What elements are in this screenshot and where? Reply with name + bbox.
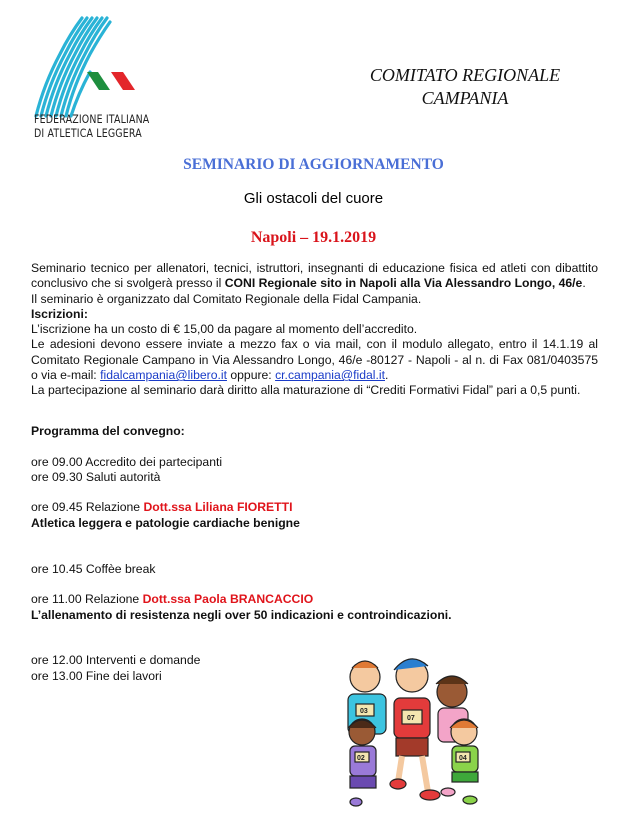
talk-topic: Atletica leggera e patologie cardiache benigne xyxy=(31,515,300,530)
event-date: Napoli – 19.1.2019 xyxy=(250,229,377,246)
email-link-libero[interactable]: fidalcampania@libero.it xyxy=(100,368,227,383)
org-line-2: CAMPANIA xyxy=(421,88,509,108)
logo-text xyxy=(34,112,149,140)
running-children-illustration xyxy=(330,632,500,817)
bib-number: 07 xyxy=(407,715,415,722)
talk-topic: L’allenamento di resistenza negli over 50 indicazioni e controindicazioni. xyxy=(31,607,452,622)
organizer-paragraph: Il seminario è organizzato dal Comitato Regionale della Fidal Campania. xyxy=(31,291,422,306)
program-item: ore 10.45 Coffèe break xyxy=(31,561,156,576)
submission-end: . xyxy=(385,368,389,383)
program-heading: Programma del convegno: xyxy=(31,424,185,438)
intro-end: . xyxy=(582,276,586,291)
program-time: ore 09.45 Relazione xyxy=(31,500,144,515)
submission-text: Le adesioni devono essere inviate a mezzo fax o via mail, con il modulo allegato, entro il 14.1.19 al Comitato Regionale Campano in Via Alessandro Longo, 46/e -80127 - Napoli - al n. di Fax 081/0403575 o via e-mail: xyxy=(31,337,598,383)
logo-line-1: FEDERAZIONE ITALIANA xyxy=(34,112,150,126)
org-line-1: COMITATO REGIONALE xyxy=(369,65,561,85)
seminar-subtitle: Gli ostacoli del cuore xyxy=(243,190,384,207)
fee-paragraph: L’iscrizione ha un costo di € 15,00 da pagare al momento dell’accredito. xyxy=(31,322,418,337)
program-item: ore 09.30 Saluti autorità xyxy=(31,469,161,484)
credits-paragraph: La partecipazione al seminario darà diritto alla maturazione di “Crediti Formativi Fidal” pari a 0,5 punti. xyxy=(31,383,581,398)
program-section xyxy=(31,424,591,684)
submission-or: oppure: xyxy=(226,368,276,383)
logo-line-2: DI ATLETICA LEGGERA xyxy=(34,126,142,140)
program-item: ore 12.00 Interventi e domande xyxy=(31,653,201,668)
program-time: ore 11.00 Relazione xyxy=(31,592,143,607)
program-item: ore 13.00 Fine dei lavori xyxy=(31,668,162,683)
intro-text: Seminario tecnico per allenatori, tecnici, istruttori, insegnanti di educazione fisica ed atleti con dibattito conclusivo che si svolgerà presso il xyxy=(31,261,598,291)
seminar-title: SEMINARIO DI AGGIORNAMENTO xyxy=(183,156,444,173)
submission-paragraph xyxy=(31,337,598,383)
intro-paragraph xyxy=(31,261,598,292)
bib-number: 03 xyxy=(360,708,368,715)
speaker-name: Dott.ssa Paola BRANCACCIO xyxy=(142,592,314,607)
intro-section xyxy=(31,261,598,399)
program-item xyxy=(31,592,591,607)
speaker-name: Dott.ssa Liliana FIORETTI xyxy=(143,500,293,515)
registration-heading: Iscrizioni: xyxy=(31,306,88,321)
bib-number: 02 xyxy=(357,755,365,762)
bib-number: 04 xyxy=(459,755,467,762)
program-item xyxy=(31,500,591,515)
program-item: ore 09.00 Accredito dei partecipanti xyxy=(31,454,223,469)
email-link-fidal[interactable]: cr.campania@fidal.it xyxy=(275,368,385,383)
organization-name xyxy=(340,64,590,110)
venue-text: CONI Regionale sito in Napoli alla Via Alessandro Longo, 46/e xyxy=(224,276,583,291)
